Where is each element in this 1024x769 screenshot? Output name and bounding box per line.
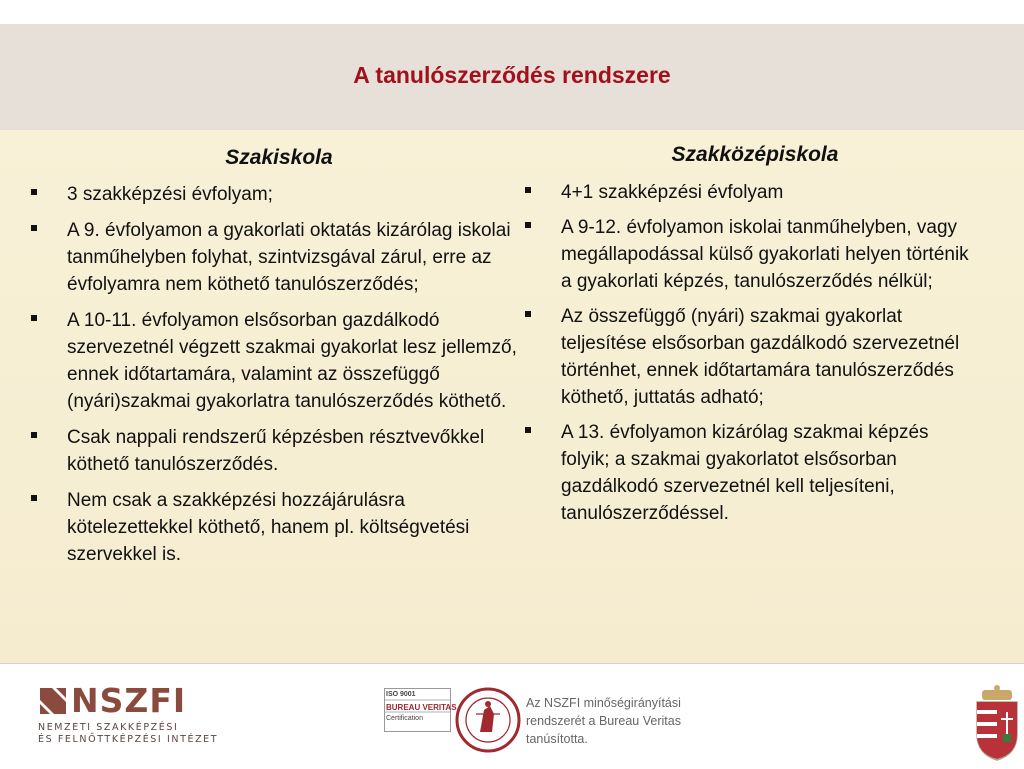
list-item: Nem csak a szakképzési hozzájárulásra kötelezettekkel köthető, hanem pl. költségvetési szervekkel is. [28, 487, 520, 568]
left-column-heading: Szakiskola [225, 146, 333, 169]
certification-text [526, 694, 681, 748]
certification-text-line2: rendszerét a Bureau Veritas [526, 714, 681, 728]
list-item: Az összefüggő (nyári) szakmai gyakorlat teljesítése elsősorban gazdálkodó szervezetnél történhet, ennek időtartamára tanulószerződés köthető, juttatás adható; [522, 303, 978, 411]
top-strip [0, 0, 1024, 24]
bullet-icon [31, 189, 37, 195]
right-bullet-list [522, 179, 978, 527]
bullet-icon [31, 432, 37, 438]
right-column [522, 130, 978, 535]
slide-title: A tanulószerződés rendszere [353, 62, 671, 88]
list-item: A 9-12. évfolyamon iskolai tanműhelyben, vagy megállapodással külső gyakorlati helyen történik a gyakorlati képzés, tanulószerződés nélkül; [522, 214, 978, 295]
nszfi-logo [38, 681, 219, 746]
bullet-icon [31, 315, 37, 321]
list-item: A 9. évfolyamon a gyakorlati oktatás kizárólag iskolai tanműhelyben folyhat, szintvizsgával zárul, erre az évfolyamra nem köthető tanulószerződés; [28, 217, 520, 298]
bullet-icon [525, 427, 531, 433]
list-item: Csak nappali rendszerű képzésben résztvevőkkel köthető tanulószerződés. [28, 424, 520, 478]
list-item: 4+1 szakképzési évfolyam [522, 179, 978, 206]
certification-label: Certification [386, 715, 423, 722]
slide-content [0, 130, 1024, 663]
bureau-veritas-label: BUREAU VERITAS [386, 703, 457, 712]
bureau-veritas-seal-icon [454, 686, 522, 754]
right-column-heading: Szakközépiskola [671, 143, 839, 166]
certification-text-line1: Az NSZFI minőségirányítási [526, 696, 681, 710]
iso-label: ISO 9001 [386, 691, 416, 698]
left-column [28, 130, 520, 577]
bullet-icon [31, 225, 37, 231]
left-bullet-list [28, 181, 520, 568]
bullet-icon [31, 495, 37, 501]
bullet-icon [525, 311, 531, 317]
hungarian-coat-of-arms-icon [972, 684, 1022, 762]
bullet-icon [525, 187, 531, 193]
nszfi-logo-name: NSZFI [71, 681, 187, 720]
bullet-icon [525, 222, 531, 228]
nszfi-subtitle-line2: ÉS FELNŐTTKÉPZÉSI INTÉZET [38, 734, 219, 745]
list-item: 3 szakképzési évfolyam; [28, 181, 520, 208]
list-item: A 13. évfolyamon kizárólag szakmai képzés folyik; a szakmai gyakorlatot elsősorban gazdálkodó szervezetnél kell teljesíteni, tanulószerződéssel. [522, 419, 978, 527]
nszfi-subtitle-line1: NEMZETI SZAKKÉPZÉSI [38, 722, 179, 733]
certification-text-line3: tanúsította. [526, 732, 588, 746]
nszfi-logo-icon [38, 686, 68, 716]
list-item: A 10-11. évfolyamon elsősorban gazdálkodó szervezetnél végzett szakmai gyakorlat lesz jellemző, ennek időtartamára, valamint az összefüggő (nyári)szakmai gyakorlatra tanulószerződés köthető. [28, 307, 520, 415]
